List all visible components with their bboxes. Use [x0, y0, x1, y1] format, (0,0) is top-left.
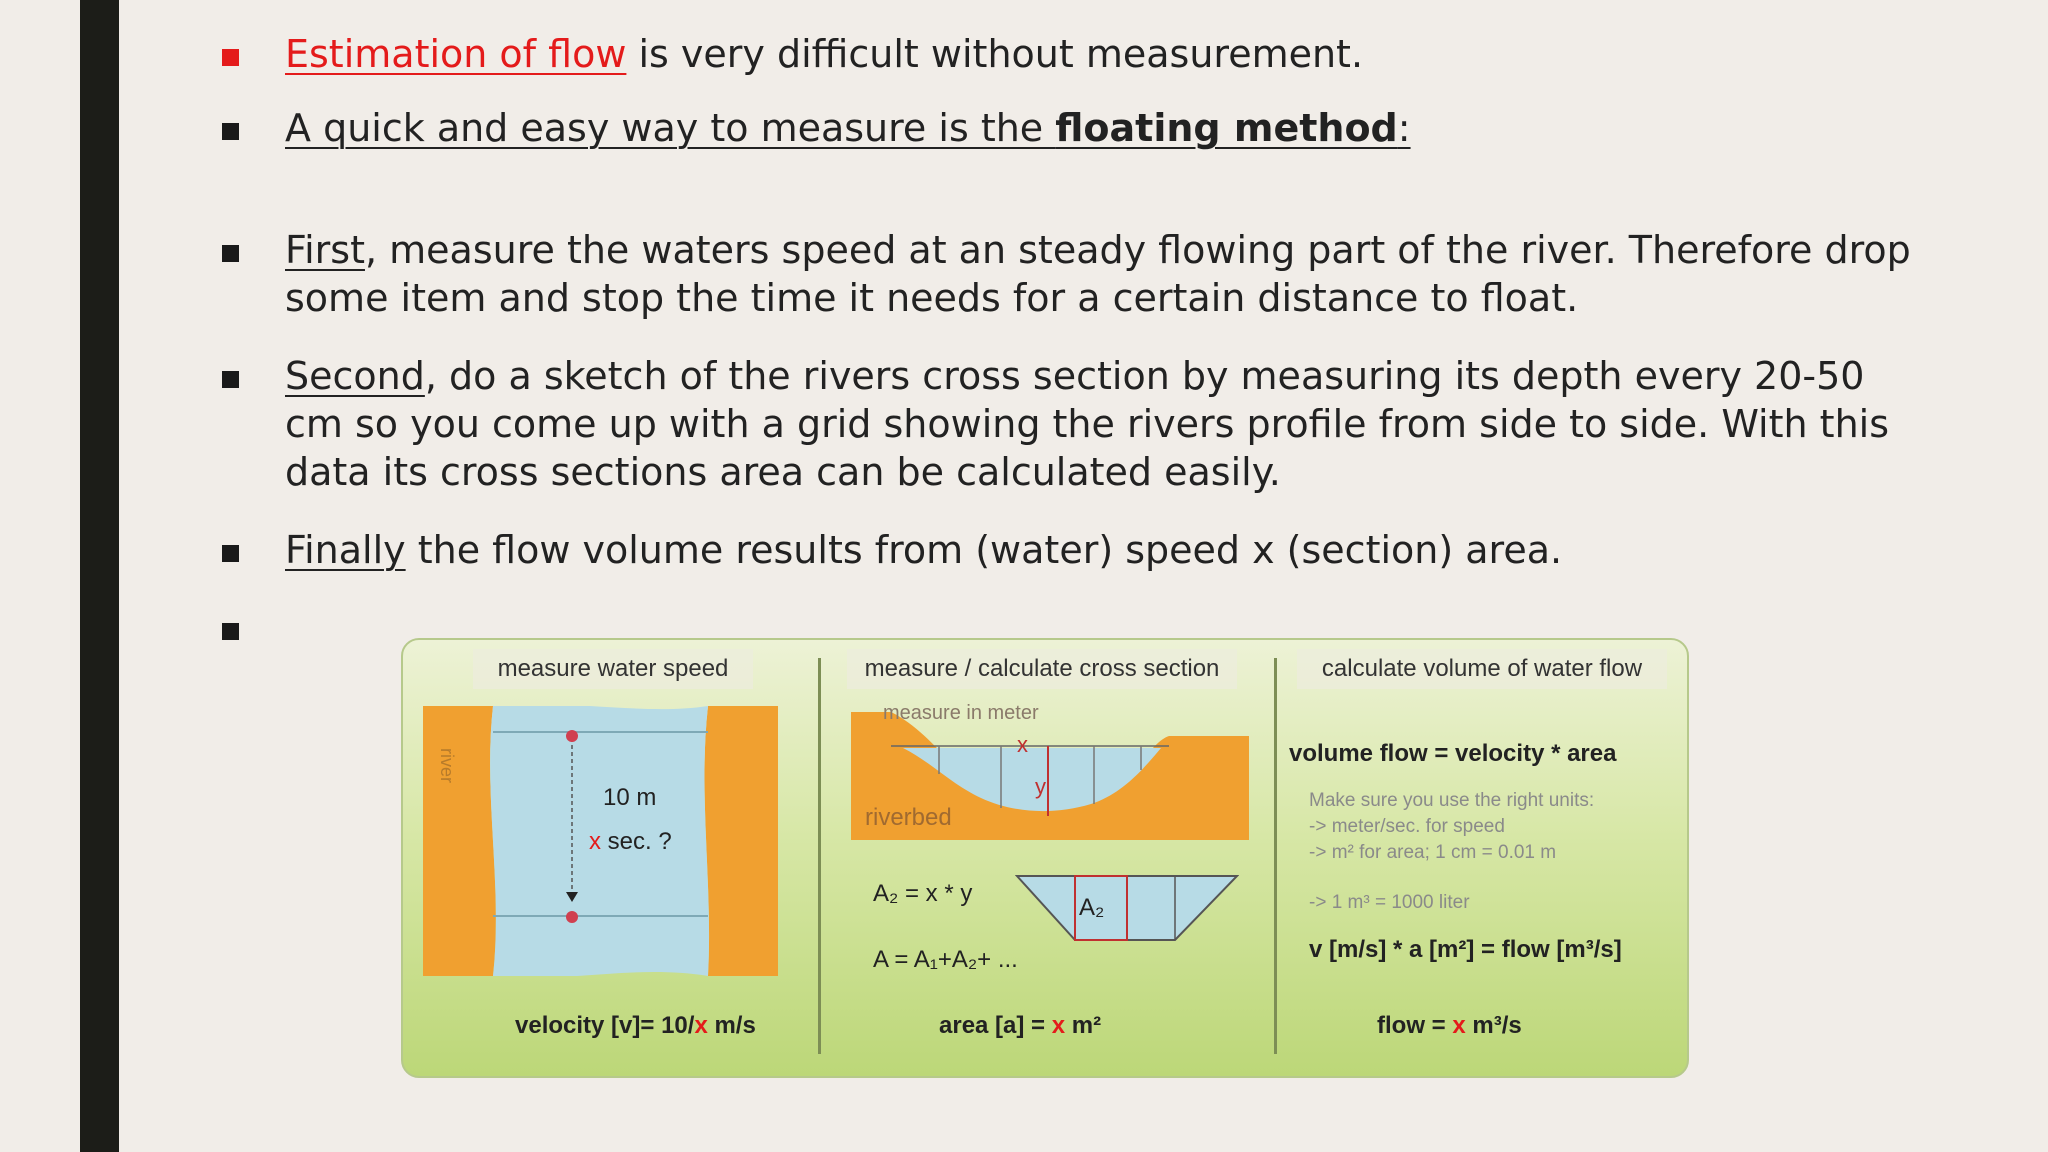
distance-label: 10 m: [603, 784, 657, 811]
bullet-square-icon: [222, 545, 239, 562]
panel-divider: [818, 658, 821, 1054]
units-note: -> meter/sec. for speed: [1309, 816, 1505, 837]
panel-divider: [1274, 658, 1277, 1054]
units-note: Make sure you use the right units:: [1309, 790, 1595, 811]
bullet-square-icon: [222, 49, 239, 66]
panel-title-volume: calculate volume of water flow: [1297, 649, 1667, 689]
segments-illustration: [1015, 874, 1239, 944]
volume-flow-formula: volume flow = velocity * area: [1289, 740, 1617, 767]
y-label: y: [1035, 774, 1046, 799]
float-start-dot: [566, 730, 578, 742]
panel-title-cross-section: measure / calculate cross section: [847, 649, 1237, 689]
river-label: river: [437, 748, 457, 783]
panel-title-water-speed: measure water speed: [473, 649, 753, 689]
segment-area-equation: A₂ = x * y: [873, 880, 973, 907]
estimation-of-flow-link[interactable]: Estimation of flow: [285, 32, 627, 76]
velocity-formula: velocity [v]= 10/x m/s: [515, 1012, 756, 1039]
total-area-equation: A = A₁+A₂+ ...: [873, 946, 1018, 973]
bullet-square-icon: [222, 371, 239, 388]
x-label: x: [1017, 732, 1028, 757]
time-label: x sec. ?: [589, 828, 672, 855]
left-accent-bar: [80, 0, 119, 1152]
bullet-square-icon: [222, 623, 239, 640]
flow-measurement-diagram: [401, 638, 1689, 1078]
units-note: -> m² for area; 1 cm = 0.01 m: [1309, 842, 1557, 863]
right-bank: [704, 706, 778, 976]
area-formula: area [a] = x m²: [939, 1012, 1102, 1039]
bullet-square-icon: [222, 123, 239, 140]
riverbed-label: riverbed: [865, 804, 952, 831]
a2-label: A₂: [1079, 894, 1105, 921]
units-note: -> 1 m³ = 1000 liter: [1309, 892, 1470, 913]
float-end-dot: [566, 911, 578, 923]
bullet-square-icon: [222, 245, 239, 262]
left-bank: [423, 706, 496, 976]
measure-note: measure in meter: [883, 702, 1039, 724]
unit-formula: v [m/s] * a [m²] = flow [m³/s]: [1309, 936, 1622, 963]
flow-formula: flow = x m³/s: [1377, 1012, 1522, 1039]
